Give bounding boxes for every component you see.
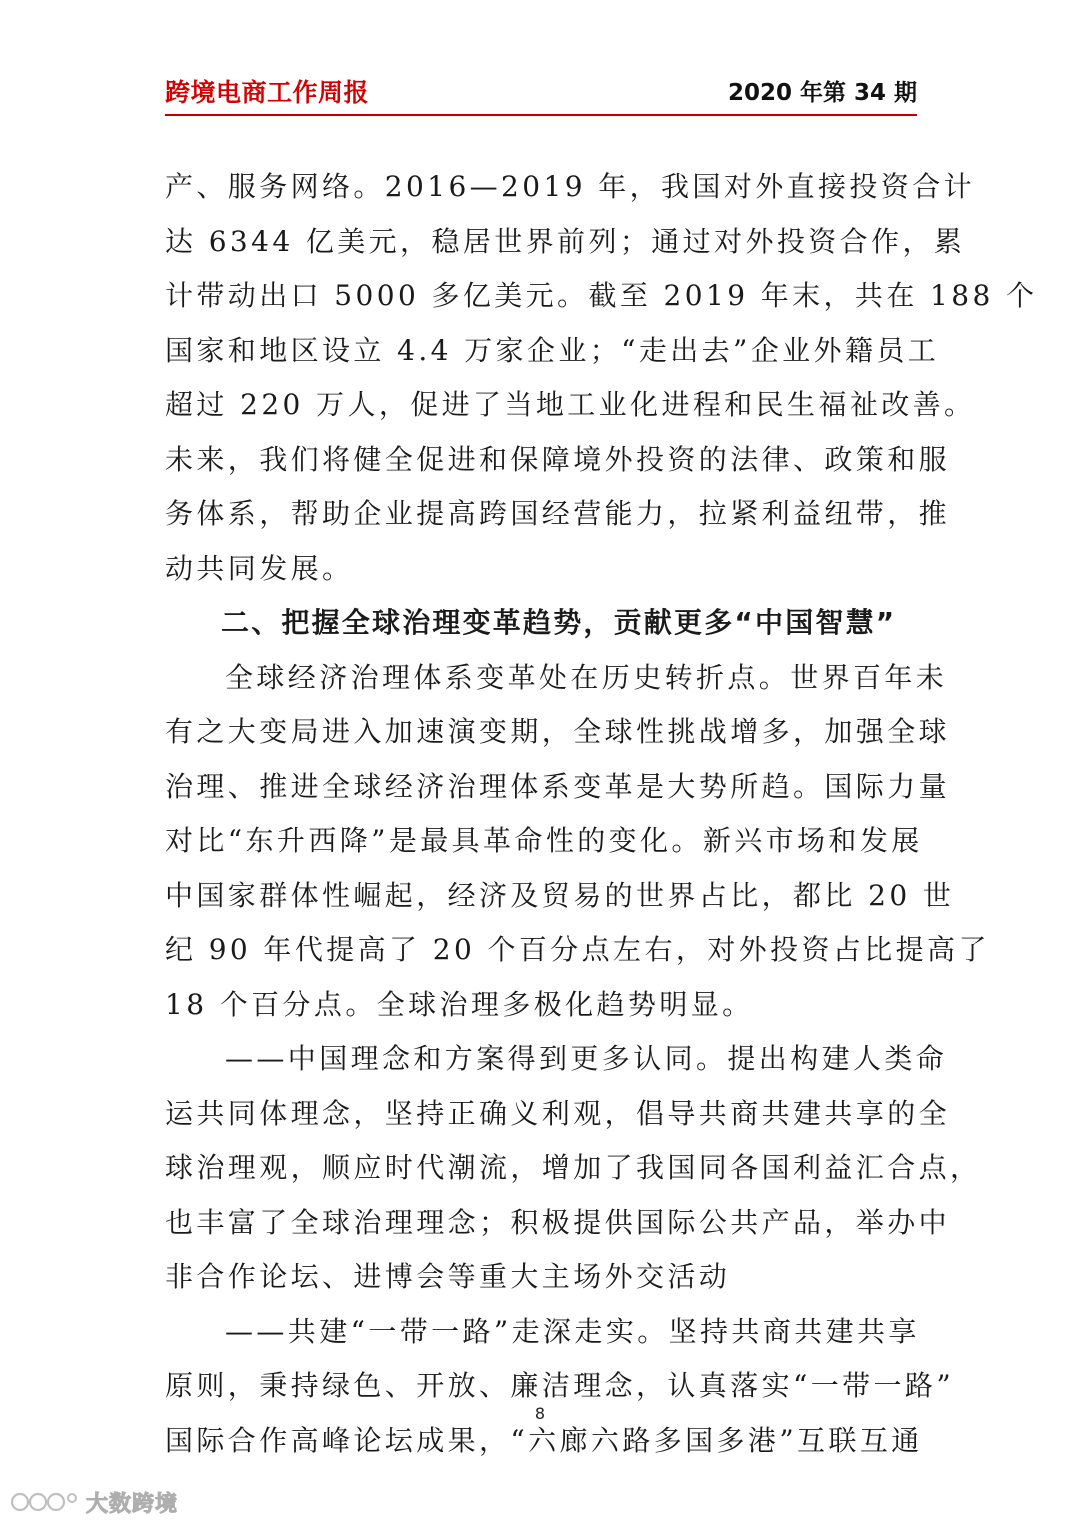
paragraph-line: 非合作论坛、进博会等重大主场外交活动 bbox=[165, 1260, 731, 1293]
paragraph-line: 治理、推进全球经济治理体系变革是大势所趋。国际力量 bbox=[165, 769, 951, 803]
paragraph-line: 全球经济治理体系变革处在历史转折点。世界百年未 bbox=[225, 660, 948, 694]
paragraph-line: 18 个百分点。全球治理多极化趋势明显。 bbox=[165, 987, 754, 1021]
watermark-text: 大数跨境 bbox=[86, 1491, 179, 1517]
paragraph-line: 产、服务网络。2016—2019 年，我国对外直接投资合计 bbox=[165, 170, 976, 203]
paragraph-line: 中国家群体性崛起，经济及贸易的世界占比，都比 20 世 bbox=[165, 878, 955, 912]
paragraph-line: 有之大变局进入加速演变期，全球性挑战增多，加强全球 bbox=[165, 715, 951, 748]
paragraph-line: 务体系，帮助企业提高跨国经营能力，拉紧利益纽带，推 bbox=[165, 497, 951, 530]
page-header bbox=[165, 76, 917, 116]
watermark-logo-icon bbox=[10, 1489, 80, 1515]
paragraph-line: 对比“东升西降”是最具革命性的变化。新兴市场和发展 bbox=[165, 824, 923, 857]
paragraph-line: 计带动出口 5000 多亿美元。截至 2019 年末，共在 188 个 bbox=[165, 279, 1038, 312]
section-heading: 二、把握全球治理变革趋势，贡献更多“中国智慧” bbox=[221, 606, 897, 639]
paragraph-line: 也丰富了全球治理理念；积极提供国际公共产品，举办中 bbox=[165, 1205, 951, 1239]
paragraph-line: ——中国理念和方案得到更多认同。提出构建人类命 bbox=[225, 1042, 948, 1075]
paragraph-line: ——共建“一带一路”走深走实。坚持共商共建共享 bbox=[225, 1314, 920, 1348]
paragraph-line: 纪 90 年代提高了 20 个百分点左右，对外投资占比提高了 bbox=[165, 933, 990, 966]
paragraph-line: 球治理观，顺应时代潮流，增加了我国同各国利益汇合点， bbox=[165, 1151, 982, 1184]
paragraph-line: 国际合作高峰论坛成果，“六廊六路多国多港”互联互通 bbox=[165, 1423, 923, 1457]
publication-title: 跨境电商工作周报 bbox=[165, 78, 370, 107]
body-text bbox=[165, 160, 1038, 1468]
paragraph-line: 原则，秉持绿色、开放、廉洁理念，认真落实“一带一路” bbox=[165, 1369, 955, 1402]
paragraph-line: 未来，我们将健全促进和保障境外投资的法律、政策和服 bbox=[165, 442, 951, 476]
paragraph-line: 达 6344 亿美元，稳居世界前列；通过对外投资合作，累 bbox=[165, 224, 966, 258]
paragraph-line: 国家和地区设立 4.4 万家企业；“走出去”企业外籍员工 bbox=[165, 333, 940, 367]
issue-number: 2020 年第 34 期 bbox=[727, 80, 917, 106]
watermark bbox=[10, 1487, 178, 1517]
paragraph-line: 超过 220 万人，促进了当地工业化进程和民生福祉改善。 bbox=[165, 388, 976, 421]
paragraph-line: 动共同发展。 bbox=[165, 551, 354, 585]
page-number: 8 bbox=[534, 1404, 546, 1423]
paragraph-line: 运共同体理念，坚持正确义利观，倡导共商共建共享的全 bbox=[165, 1096, 951, 1130]
